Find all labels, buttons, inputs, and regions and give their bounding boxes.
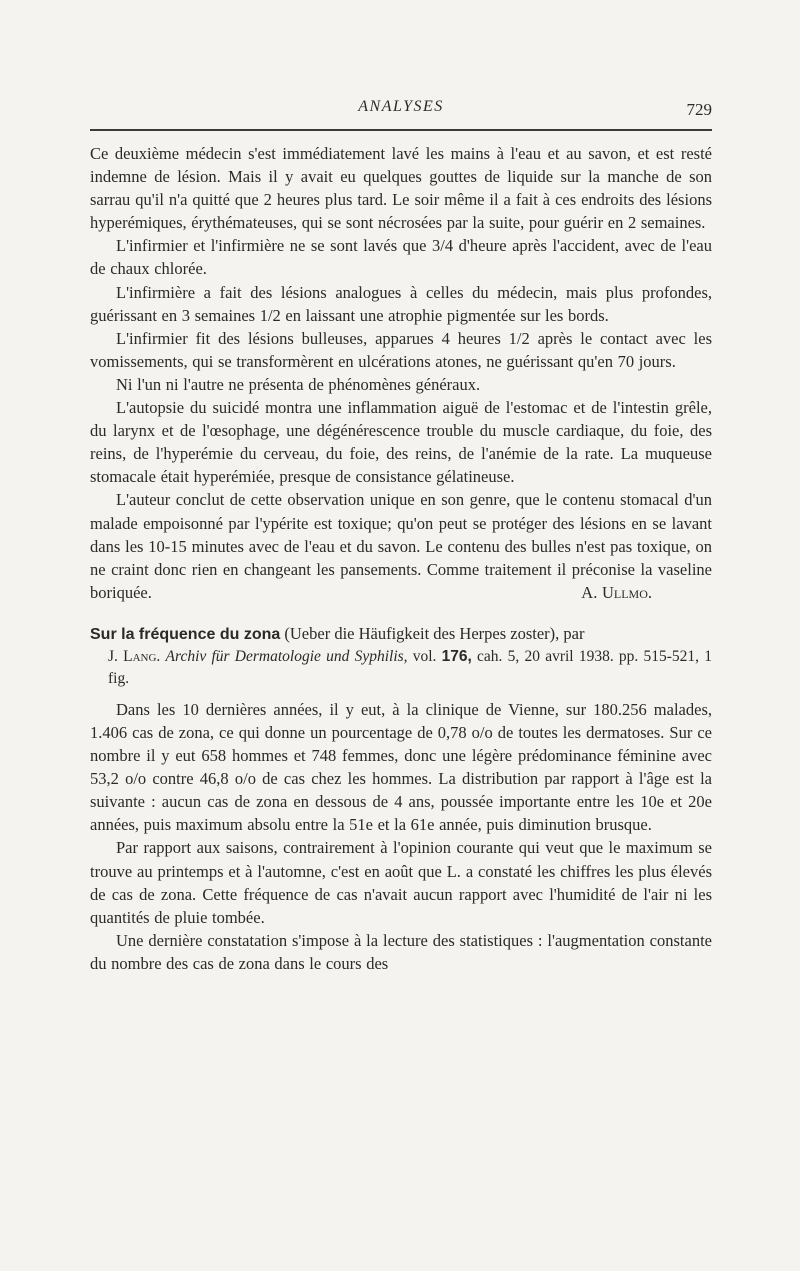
page-header <box>90 98 712 128</box>
paragraph: Par rapport aux saisons, contrairement à l'opinion courante qui veut que le maximum se trouve au printemps et à l'automne, c'est en août que L. a constaté les chiffres les plus élevés de cas de zona. Cette fréquence de cas n'avait aucun rapport avec l'humidité de l'air ni les quantités de pluie tombée. <box>90 838 712 927</box>
article-heading <box>90 622 712 690</box>
running-head: ANALYSES <box>358 98 444 115</box>
article-author: J. Lang. <box>108 647 161 665</box>
title-gap <box>90 690 712 698</box>
reference-details: cah. 5, 20 avril 1938. pp. 515-521, 1 fig. <box>108 647 713 687</box>
paragraph: L'infirmier et l'infirmière ne se sont lavés que 3/4 d'heure après l'accident, avec de l'eau de chaux chlorée. <box>90 236 712 279</box>
paragraph: L'autopsie du suicidé montra une inflammation aiguë de l'estomac et de l'intestin grêle, du larynx et de l'œsophage, une dégénérescence trouble du muscle cardiaque, du foie, des reins, de l'hyperémie du cerveau, du foie, des reins, de l'anémie de la rate. La muqueuse stomacale était hyperémiée, presque de consistance gélatineuse. <box>90 398 712 487</box>
paragraph: Ce deuxième médecin s'est immédiatement lavé les mains à l'eau et au savon, et est resté indemne de lésion. Mais il y avait eu quelques gouttes de liquide sur la manche de son sarrau qu'il n'a quitté que 2 heures plus tard. Le soir même il a fait à ces endroits des lésions hyperémiques, érythémateuses, qui se sont nécrosées par la suite, pour guérir en 2 semaines. <box>90 144 712 233</box>
paragraph: Une dernière constatation s'impose à la lecture des statistiques : l'augmentation constante du nombre des cas de zona dans le cours des <box>90 930 712 973</box>
signature: A. Ullmo. <box>581 582 652 602</box>
paragraph <box>90 488 712 603</box>
paragraph: L'infirmière a fait des lésions analogues à celles du médecin, mais plus profondes, guérissant en 3 semaines 1/2 en laissant une atrophie pigmentée sur les bords. <box>90 282 712 325</box>
paragraph: L'infirmier fit des lésions bulleuses, apparues 4 heures 1/2 après le contact avec les vomissements, qui se transformèrent en ulcérations atones, ne guérissant qu'en 70 jours. <box>90 328 712 371</box>
journal-name: Archiv für Dermatologie und Syphilis, <box>165 647 408 665</box>
article-reference <box>90 646 712 690</box>
volume-prefix: vol. <box>412 647 437 665</box>
article-subtitle: (Ueber die Häufigkeit des Herpes zoster), par <box>284 623 585 643</box>
header-rule <box>90 129 712 131</box>
article-title: Sur la fréquence du zona <box>90 625 281 643</box>
paragraph-text: L'auteur conclut de cette observation unique en son genre, que le contenu stomacal d'un malade empoisonné par l'ypérite est toxique; qu'on peut se protéger des lésions en se lavant dans les 10-15 minutes avec de l'eau et du savon. Le contenu des bulles n'est pas toxique, on ne craint donc rien en changeant les pansements. Comme traitement il préconise la vaseline boriquée. <box>90 490 712 602</box>
paragraph: Ni l'un ni l'autre ne présenta de phénomènes généraux. <box>116 374 481 394</box>
paragraph: Dans les 10 dernières années, il y eut, à la clinique de Vienne, sur 180.256 malades, 1.406 cas de zona, ce qui donne un pourcentage de 0,78 o/o de toutes les dermatoses. Sur ce nombre il y eut 658 hommes et 748 femmes, donc une légère prédominance féminine avec 53,2 o/o contre 46,8 o/o de cas chez les hommes. La distribution par rapport à l'âge est la suivante : aucun cas de zona en dessous de 4 ans, poussée importante entre les 10e et 20e années, puis maximum absolu entre la 51e et la 61e année, puis diminution brusque. <box>90 699 712 835</box>
section-gap <box>90 604 712 622</box>
page-body <box>90 142 712 975</box>
volume-number: 176, <box>441 647 472 665</box>
page-number: 729 <box>686 100 712 119</box>
